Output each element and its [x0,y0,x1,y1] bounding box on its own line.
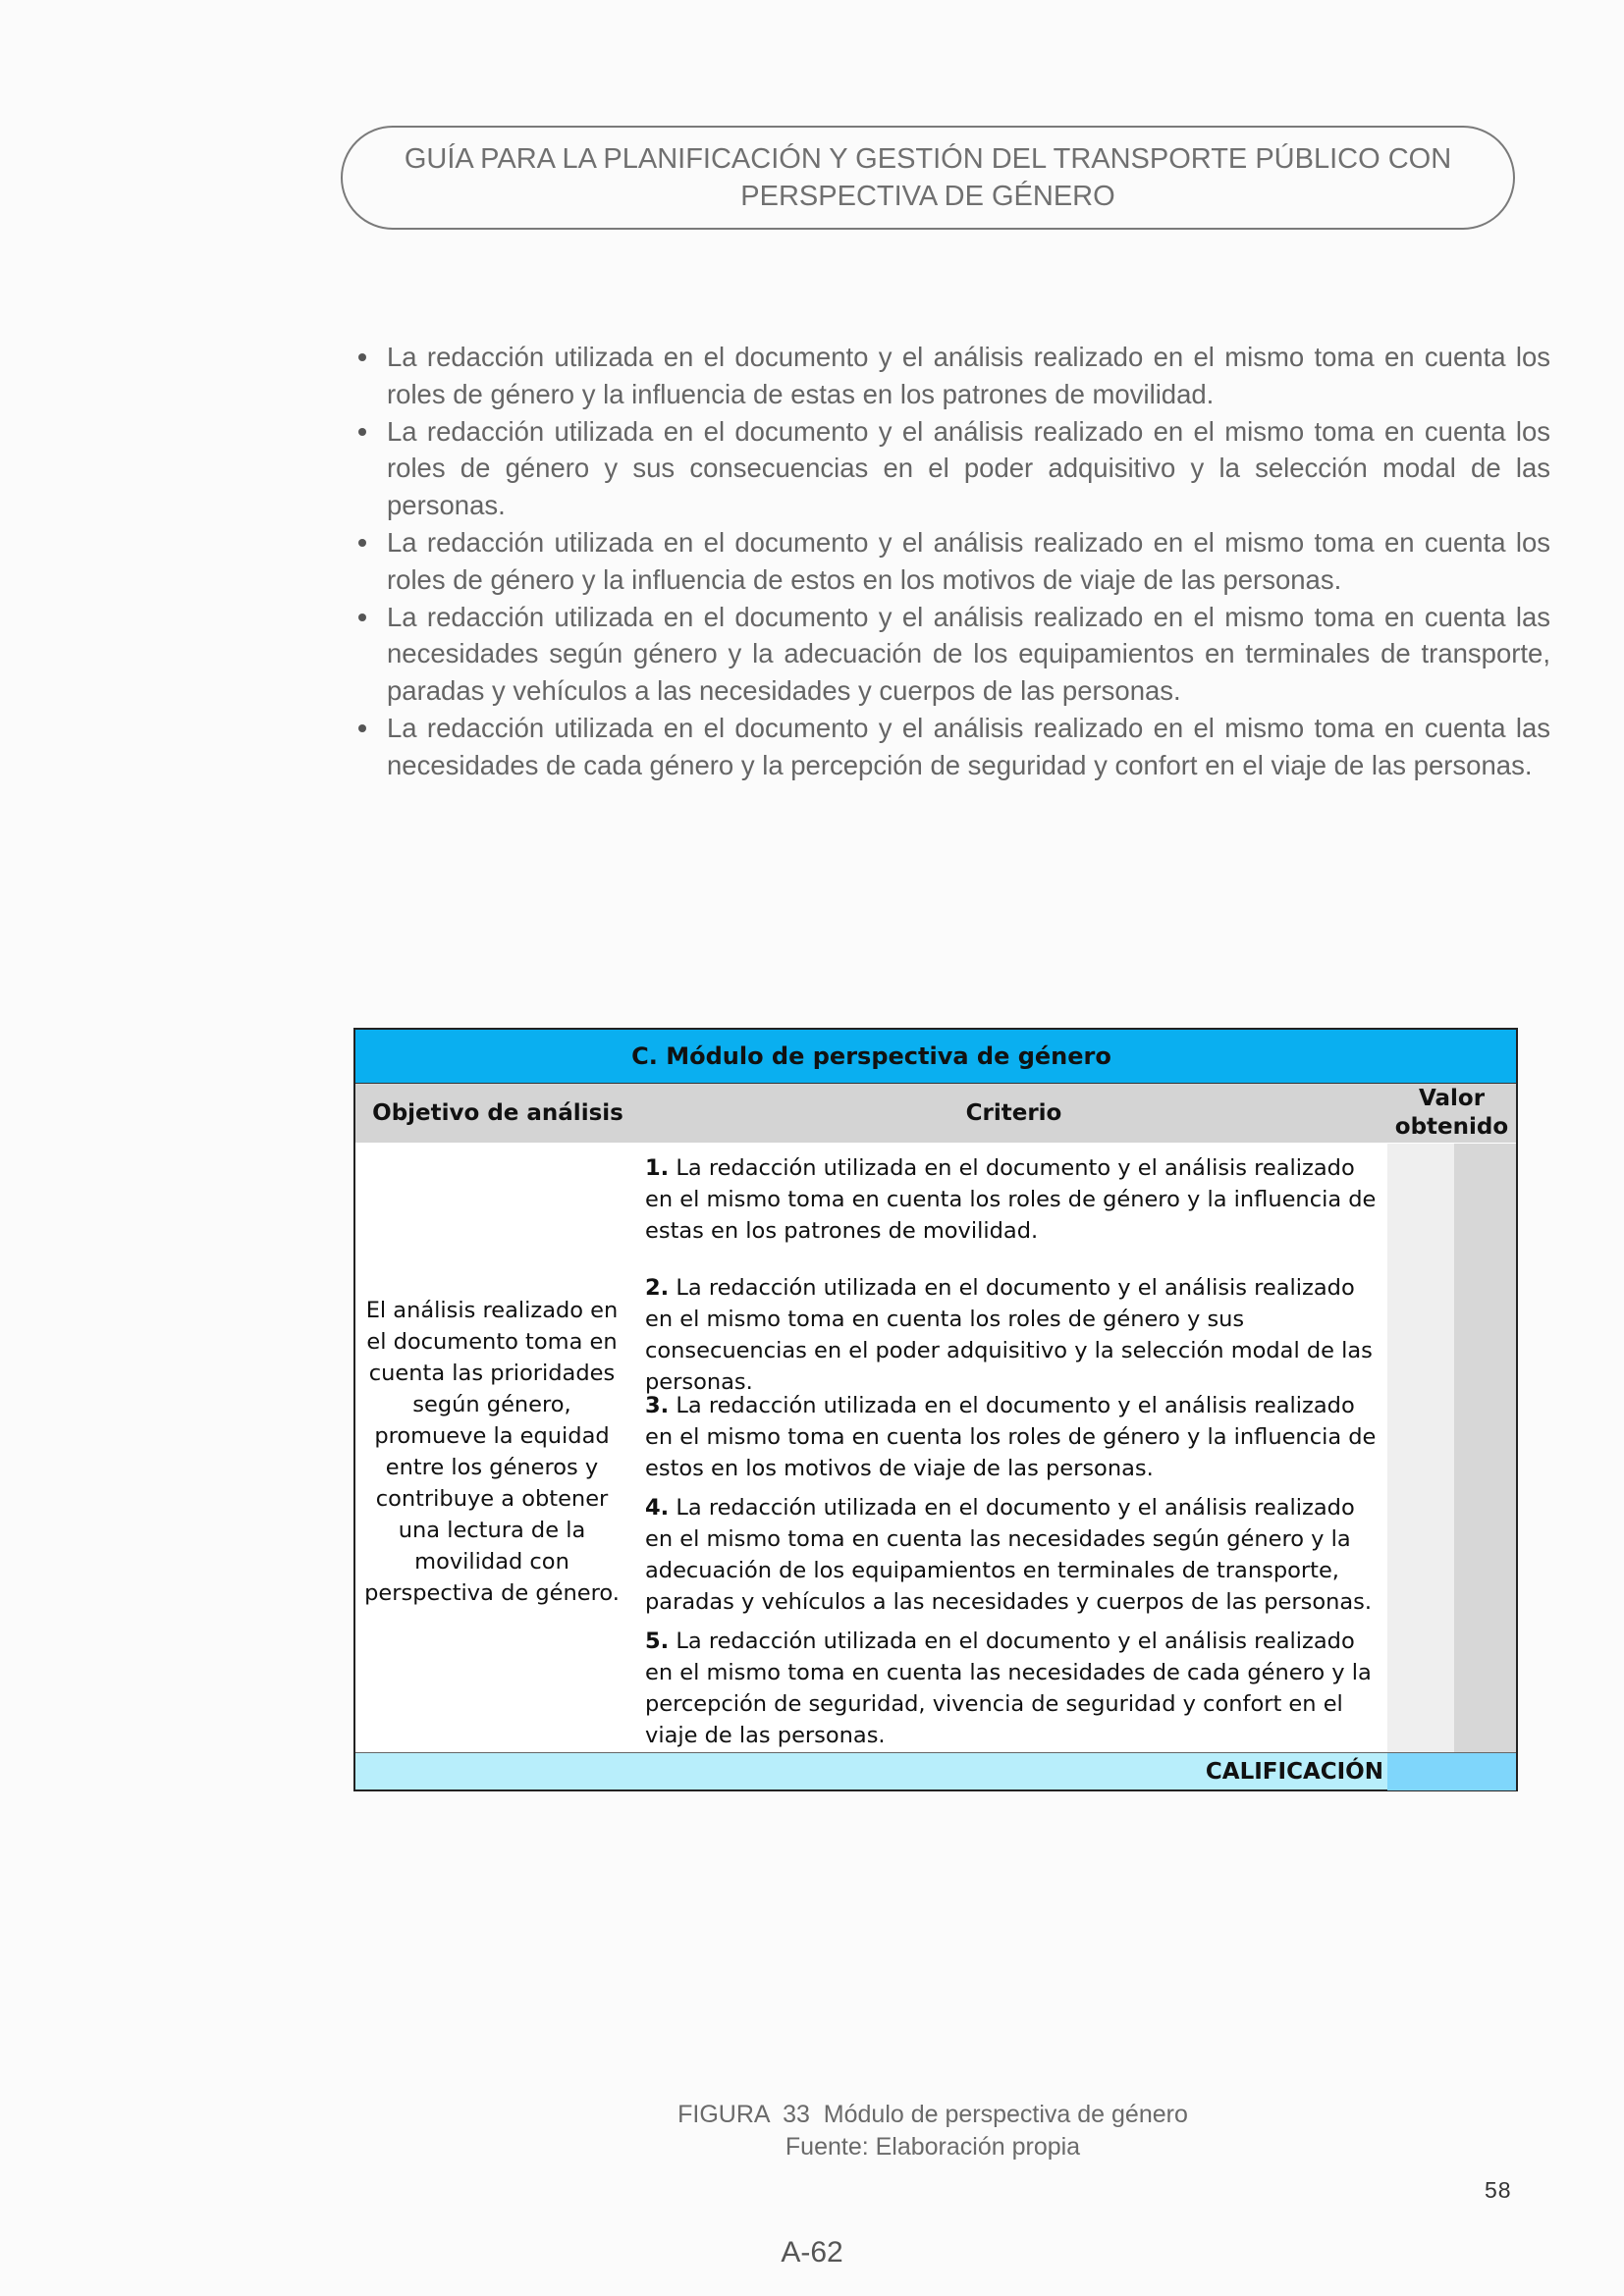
header-title-line1: GUÍA PARA LA PLANIFICACIÓN Y GESTIÓN DEL TRANSPORTE PÚBLICO CON [404,143,1452,175]
bullet-item: La redacción utilizada en el documento y el análisis realizado en el mismo toma en cuenta los roles de género y la influencia de estos en los motivos de viaje de las personas. [387,524,1550,599]
criterion-item [645,1272,1377,1398]
figure-source: Fuente: Elaboración propia [785,2133,1081,2161]
criterion-text: La redacción utilizada en el documento y el análisis realizado en el mismo toma en cuenta las necesidades según género y la adecuación de los equipamientos en terminales de transporte, paradas y vehículos a las necesidades y cuerpos de las personas. [645,1495,1373,1615]
header-title-line2: PERSPECTIVA DE GÉNERO [740,181,1115,212]
bullet-item: La redacción utilizada en el documento y el análisis realizado en el mismo toma en cuenta las necesidades según género y la adecuación de los equipamientos en terminales de transporte, paradas y vehículos a las necesidades y cuerpos de las personas. [387,599,1550,710]
criterion-text: La redacción utilizada en el documento y el análisis realizado en el mismo toma en cuenta los roles de género y la influencia de estos en los motivos de viaje de las personas. [645,1393,1377,1481]
criterion-number: 2. [645,1275,670,1301]
bullet-item: La redacción utilizada en el documento y el análisis realizado en el mismo toma en cuenta los roles de género y la influencia de estas en los patrones de movilidad. [387,339,1550,413]
figure-caption [550,2099,1316,2163]
criterion-text: La redacción utilizada en el documento y el análisis realizado en el mismo toma en cuenta los roles de género y la influencia de estas en los patrones de movilidad. [645,1155,1377,1244]
criterion-number: 4. [645,1495,670,1521]
bullet-item: La redacción utilizada en el documento y el análisis realizado en el mismo toma en cuenta las necesidades de cada género y la percepción de seguridad y confort en el viaje de las personas. [387,710,1550,784]
criterion-item [645,1390,1377,1484]
criterion-item [645,1152,1377,1247]
criterion-text: La redacción utilizada en el documento y el análisis realizado en el mismo toma en cuenta las necesidades de cada género y la percepción de seguridad, vivencia de seguridad y confort en el viaje de las personas. [645,1629,1372,1748]
column-header-objetivo: Objetivo de análisis [355,1084,640,1143]
valor-column-right [1454,1144,1516,1752]
valor-column-left [1387,1144,1454,1752]
column-header-valor: Valor obtenido [1387,1084,1516,1143]
page-code: A-62 [781,2236,843,2269]
criterion-text: La redacción utilizada en el documento y el análisis realizado en el mismo toma en cuenta los roles de género y sus consecuencias en el poder adquisitivo y la selección modal de las personas. [645,1275,1373,1395]
gender-module-table [353,1028,1518,1791]
page-number: 58 [1485,2177,1512,2203]
column-header-criterio: Criterio [640,1084,1387,1143]
table-title: C. Módulo de perspectiva de género [355,1030,1387,1084]
table-title-corner [1387,1030,1516,1084]
criterion-item [645,1492,1377,1618]
bullet-item: La redacción utilizada en el documento y el análisis realizado en el mismo toma en cuenta los roles de género y sus consecuencias en el poder adquisitivo y la selección modal de las personas. [387,413,1550,524]
criterion-number: 1. [645,1155,670,1181]
objetivo-cell: El análisis realizado en el documento toma en cuenta las prioridades según género, promueve la equidad entre los géneros y contribuye a obtener una lectura de la movilidad con perspectiva de género. [364,1298,620,1606]
document-header [341,126,1515,230]
calificacion-value-cell [1387,1752,1516,1790]
criteria-bullet-list [355,339,1550,784]
calificacion-label: CALIFICACIÓN [355,1752,1387,1789]
criterion-number: 3. [645,1393,670,1418]
criterion-number: 5. [645,1629,670,1654]
figure-title: FIGURA 33 Módulo de perspectiva de género [677,2101,1188,2128]
criterion-item [645,1626,1377,1751]
